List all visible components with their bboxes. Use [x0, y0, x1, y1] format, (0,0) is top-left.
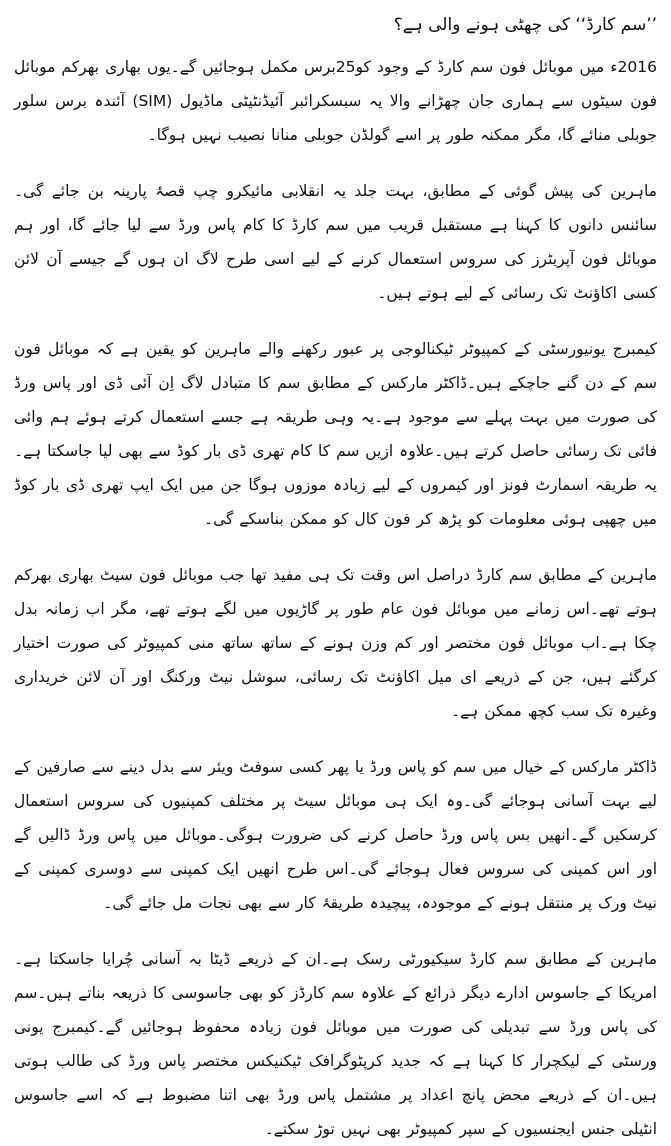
paragraph-3: کیمبرج یونیورسٹی کے کمپیوٹر ٹیکنالوجی پر عبور رکھنے والے ماہرین کو یقین ہے کہ موبائل فون سم کے دن گنے جاچکے ہیں۔ڈاکٹر مارکس کے مطابق سم کا متبادل لاگ اِن آئی ڈی اور پاس ورڈ کی صورت میں بہت پہلے سے موجود ہے۔یہ وہی طریقہ ہے جسے استعمال کرتے ہوئے ہم وائی فائی تک رسائی حاصل کرتے ہیں۔علاوہ ازیں سم کا کام تھری ڈی بار کوڈ سے بھی لیا جاسکتا ہے۔یہ طریقہ اسمارٹ فونز اور کیمروں کے لیے زیادہ موزوں ہوگا جن میں ایک ایپ تھری ڈی بار کوڈ میں چھپی ہوئی معلومات کو پڑھ کر فون کال کو ممکن بناسکے گی۔ — [14, 340, 657, 528]
article-title: ’’سم کارڈ‘‘ کی چھٹی ہونے والی ہے؟ — [393, 15, 657, 35]
paragraph-4: ماہرین کے مطابق سم کارڈ دراصل اس وقت تک ہی مفید تھا جب موبائل فون سیٹ بھاری بھرکم ہوتے تھے۔اس زمانے میں موبائل فون عام طور پر گاڑیوں میں لگے ہوتے تھے، مگر اب زمانہ بدل چکا ہے۔اب موبائل فون مختصر اور کم وزن ہونے کے ساتھ ساتھ منی کمپیوٹر کی صورت اختیار کرگئے ہیں، جن کے ذریعے ای میل اکاؤنٹ تک رسائی، سوشل نیٹ ورکنگ اور آن لائن خریداری وغیرہ تک سب کچھ ممکن ہے۔ — [14, 566, 657, 720]
article — [14, 0, 657, 1146]
paragraph-1: 2016ء میں موبائل فون سم کارڈ کے وجود کو25برس مکمل ہوجائیں گے۔یوں بھاری بھرکم موبائل فون سیٹوں سے ہماری جان چھڑانے والا یہ سبسکرائبر آئیڈنٹیٹی ماڈیول (SIM) آئندہ برس سلور جوبلی منائے گا، مگر ممکنہ طور پر اسے گولڈن جوبلی منانا نصیب نہیں ہوگا۔ — [14, 58, 657, 144]
paragraph-6: ماہرین کے مطابق سم کارڈ سیکیورٹی رسک ہے۔ان کے ذریعے ڈیٹا بہ آسانی چُرایا جاسکتا ہے۔امریکا کے جاسوس ادارے دیگر ذرائع کے علاوہ سم کارڈز کو بھی جاسوسی کا ذریعہ بناتے ہیں۔سم کی پاس ورڈ سے تبدیلی کی صورت میں موبائل فون زیادہ محفوظ ہوجائیں گے۔کیمبرج یونی ورسٹی کے لیکچرار کا کہنا ہے کہ جدید کرپٹوگرافک ٹیکنیکس مختصر پاس ورڈ کی طالب ہوتی ہیں۔ان کے ذریعے محض پانچ اعداد پر مشتمل پاس ورڈ بھی اتنا مضبوط ہے کہ اسے جاسوس انٹیلی جنس ایجنسیوں کے سپر کمپیوٹر بھی نہیں توڑ سکتے۔ — [14, 950, 657, 1138]
paragraph-2: ماہرین کی پیش گوئی کے مطابق، بہت جلد یہ انقلابی مائیکرو چپ قصۂ پارینہ بن جائے گی۔سائنس دانوں کا کہنا ہے مستقبل قریب میں سم کارڈ کا کام پاس ورڈ سے لیا جائے گا، اور ہم موبائل فون آپریٹرز کی سروس استعمال کرنے کے لیے اسی طرح لاگ ان ہوں گے جیسے آن لائن کسی اکاؤنٹ تک رسائی کے لیے ہوتے ہیں۔ — [14, 182, 657, 302]
paragraph-5: ڈاکٹر مارکس کے خیال میں سم کو پاس ورڈ یا پھر کسی سوفٹ ویئر سے بدل دینے سے صارفین کے لیے بہت آسانی ہوجائے گی۔وہ ایک ہی موبائل سیٹ پر مختلف کمپنیوں کی سروس استعمال کرسکیں گے۔انھیں بس پاس ورڈ حاصل کرنے کی ضرورت ہوگی۔موبائل میں پاس ورڈ ڈالیں گے اور اس کمپنی کی سروس فعال ہوجائے گی۔اس طرح انھیں ایک کمپنی سے دوسری کمپنی کے نیٹ ورک پر منتقل ہونے کے موجودہ، پیچیدہ طریقۂ کار سے بھی نجات مل جائے گی۔ — [14, 758, 657, 912]
